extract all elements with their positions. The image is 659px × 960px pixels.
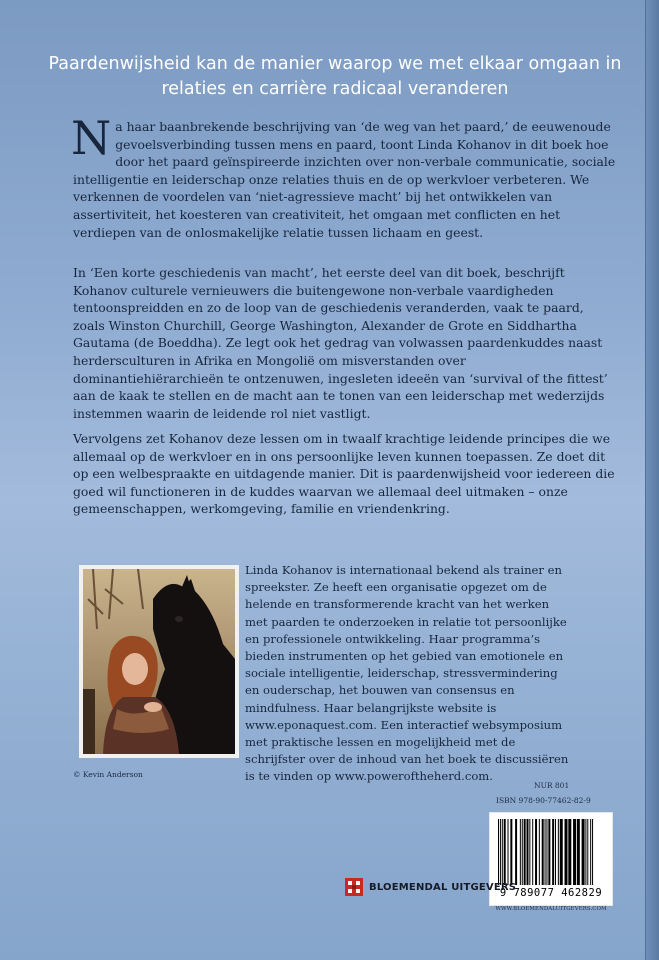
history-paragraph: In ‘Een korte geschiedenis van macht’, het eerste deel van dit boek, beschrijft Kohanov culturele vernieuwers die buitengewone non-verbale vaardigheden tentoonspreidden en zo de loop van de geschiedenis veranderden, vaak te paard, zoals Winston Churchill, George Washington, Alexander de Grote en Siddhartha Gautama (de Boeddha). Ze legt ook het gedrag van volwassen paardenkuddes naast herdersculturen in Afrika en Mongolië om misverstanden over dominantiehiërarchieën te ontzenuwen, ingesleten ideeën van ‘survival of the fittest’ aan de kaak te stellen en de macht aan te tonen van een leiderschap met wederzijds instemmen waarin de leidende rol niet vastligt. <box>73 265 608 421</box>
principles-paragraph: Vervolgens zet Kohanov deze lessen om in twaalf krachtige leidende principes die we allemaal op de werkvloer en in ons persoonlijke leven kunnen toepassen. Ze doet dit op een welbespraakte en uitdagende manier. Dit is paardenwijsheid voor iedereen die goed wil functioneren in de kuddes waarvan we allemaal deel uitmaken – onze gemeenschappen, werkomgeving, familie en vriendenkring. <box>73 431 615 517</box>
barcode-bar <box>585 819 586 885</box>
barcode-bar <box>520 819 521 885</box>
barcode-bar <box>577 819 580 885</box>
author-photo <box>79 565 239 758</box>
barcode-bar <box>587 819 588 885</box>
barcode-bar <box>539 819 540 885</box>
cover-headline: Paardenwijsheid kan de manier waarop we met elkaar omgaan in relaties en carrière radicaal veranderen <box>48 54 622 99</box>
intro-paragraph <box>71 111 618 241</box>
nur-code: NUR 801 <box>534 781 570 790</box>
intro-paragraph-text: a haar baanbrekende beschrijving van ‘de weg van het paard,’ de eeuwenoude gevoelsverbinding tussen mens en paard, toont Linda Kohanov in dit boek hoe door het paard geïnspireerde inzichten over non-verbale communicatie, sociale intelligentie en leiderschap onze relaties thuis en de op werkvloer verbeteren. We verkennen de voordelen van ‘niet-agressieve macht’ bij het ontwikkelen van assertiviteit, het koesteren van creativiteit, het omgaan met conflicten en het verdiepen van de onlosmakelijke relatie tussen lichaam en geest. <box>73 119 616 240</box>
barcode-bar <box>568 819 571 885</box>
publisher-logo-icon <box>345 878 363 896</box>
barcode-bar <box>558 819 559 885</box>
barcode-bar <box>560 819 563 885</box>
barcode-bar <box>592 819 593 885</box>
barcode-bar <box>527 819 529 885</box>
barcode-bar <box>535 819 537 885</box>
barcode-bar <box>546 819 547 885</box>
publisher-name: BLOEMENDAL UITGEVERS <box>369 881 517 893</box>
author-bio: Linda Kohanov is internationaal bekend als trainer en spreekster. Ze heeft een organisatie opgezet om de helende en transformerende kracht van het werken met paarden te onderzoeken in relatie tot persoonlijke en professionele ontwikkeling. Haar programma’s bieden instrumenten op het gebied van emotionele en sociale intelligentie, leiderschap, stressvermindering en ouderschap, het bouwen van consensus en mindfulness. Haar belangrijkste website is www.eponaquest.com. Een interactief websymposium met praktische lessen en mogelijkheid met de schrijfster over de inhoud van het boek te discussiëren is te vinden op www.poweroftheherd.com. <box>245 563 569 784</box>
barcode-bar <box>548 819 550 885</box>
barcode-bar <box>565 819 568 885</box>
barcode-digits: 9 789077 462829 <box>499 887 603 899</box>
drop-cap: N <box>71 111 112 165</box>
barcode-bar <box>532 819 533 885</box>
barcode-bar <box>573 819 576 885</box>
barcode-bar <box>522 819 523 885</box>
publisher-url: WWW.BLOEMENDALUITGEVERS.COM <box>495 906 607 912</box>
barcode-bar <box>524 819 526 885</box>
barcode-bar <box>555 819 556 885</box>
barcode-bar <box>582 819 585 885</box>
barcode-bar <box>552 819 554 885</box>
barcode-bar <box>542 819 544 885</box>
barcode-bar <box>545 819 546 885</box>
barcode-bar <box>590 819 591 885</box>
photo-credit: © Kevin Anderson <box>73 770 143 779</box>
isbn-number: ISBN 978-90-77462-82-9 <box>496 796 591 805</box>
barcode-bar <box>529 819 530 885</box>
book-spine-edge <box>645 0 659 960</box>
publisher-mark <box>345 876 516 898</box>
